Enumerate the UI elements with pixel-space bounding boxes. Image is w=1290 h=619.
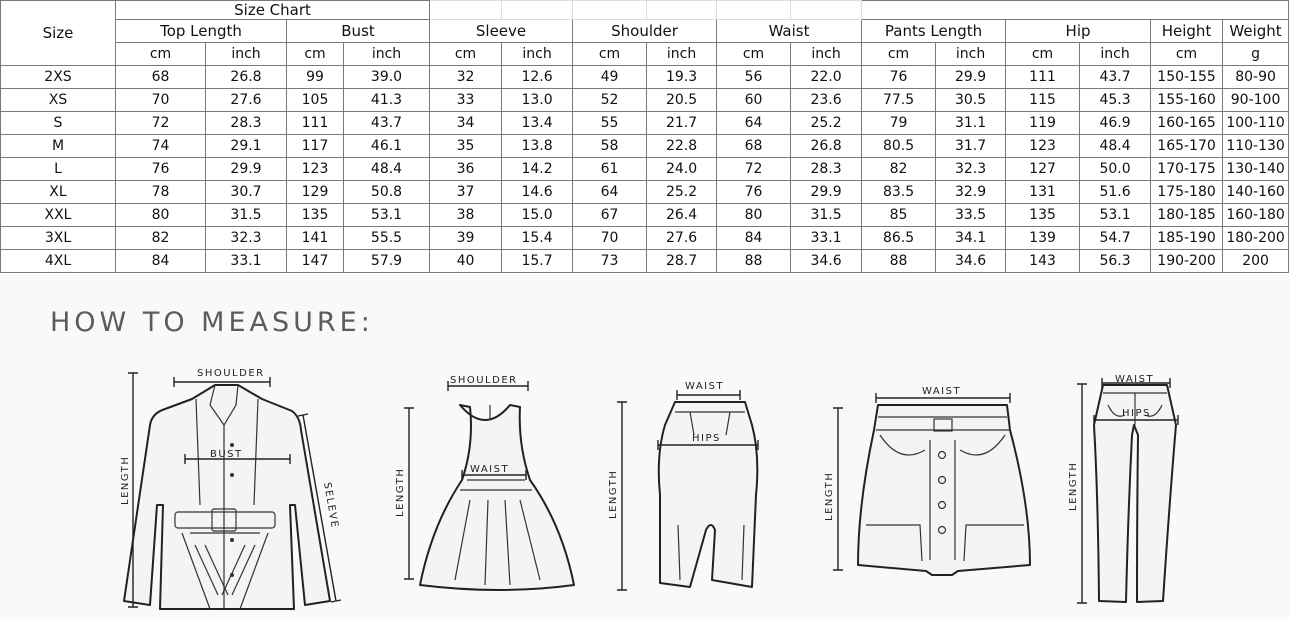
measurement-cell: 39: [430, 227, 502, 250]
measurement-cell: 200: [1223, 250, 1289, 273]
measurement-cell: 73: [573, 250, 647, 273]
size-label-cell: L: [1, 158, 116, 181]
measurement-cell: 55: [573, 112, 647, 135]
size-table: [0, 0, 1289, 273]
measurement-cell: 82: [116, 227, 206, 250]
measurement-cell: 139: [1006, 227, 1080, 250]
measurement-cell: 13.4: [502, 112, 573, 135]
measurement-cell: 123: [287, 158, 344, 181]
measurement-cell: 40: [430, 250, 502, 273]
table-row: [1, 112, 1289, 135]
measurement-cell: 28.7: [647, 250, 717, 273]
measurement-cell: 76: [717, 181, 791, 204]
measurement-cell: 29.9: [206, 158, 287, 181]
measurement-cell: 54.7: [1080, 227, 1151, 250]
column-group-header: Weight: [1223, 20, 1289, 43]
measurement-cell: 25.2: [647, 181, 717, 204]
measurement-cell: 30.5: [936, 89, 1006, 112]
measurement-cell: 15.4: [502, 227, 573, 250]
measurement-cell: 165-170: [1151, 135, 1223, 158]
measurement-cell: 143: [1006, 250, 1080, 273]
measurement-cell: 180-185: [1151, 204, 1223, 227]
column-group-header: Top Length: [116, 20, 287, 43]
measurement-cell: 100-110: [1223, 112, 1289, 135]
skirt-hips-label: HIPS: [692, 433, 721, 444]
measurement-cell: 34.6: [936, 250, 1006, 273]
measurement-cell: 33.1: [791, 227, 862, 250]
unit-header: cm: [287, 43, 344, 66]
measurement-cell: 115: [1006, 89, 1080, 112]
column-group-header: Bust: [287, 20, 430, 43]
how-to-measure-heading: HOW TO MEASURE:: [50, 307, 374, 338]
measurement-cell: 88: [717, 250, 791, 273]
measurement-cell: 52: [573, 89, 647, 112]
measurement-cell: 29.1: [206, 135, 287, 158]
measurement-cell: 29.9: [791, 181, 862, 204]
measurement-cell: 140-160: [1223, 181, 1289, 204]
measurement-cell: 22.8: [647, 135, 717, 158]
measurement-cell: 190-200: [1151, 250, 1223, 273]
measurement-cell: 119: [1006, 112, 1080, 135]
unit-header: cm: [1006, 43, 1080, 66]
empty-cell: [791, 1, 862, 20]
measurement-cell: 86.5: [862, 227, 936, 250]
measurement-cell: 28.3: [206, 112, 287, 135]
measurement-cell: 88: [862, 250, 936, 273]
measurement-cell: 20.5: [647, 89, 717, 112]
measurement-cell: 14.6: [502, 181, 573, 204]
measurement-cell: 56.3: [1080, 250, 1151, 273]
measurement-cell: 111: [1006, 66, 1080, 89]
table-row: [1, 250, 1289, 273]
size-rows: [1, 66, 1289, 273]
measurement-cell: 117: [287, 135, 344, 158]
unit-header: cm: [1151, 43, 1223, 66]
table-row: [1, 66, 1289, 89]
measurement-cell: 33: [430, 89, 502, 112]
measurement-cell: 79: [862, 112, 936, 135]
measurement-cell: 111: [287, 112, 344, 135]
measurement-cell: 57.9: [344, 250, 430, 273]
measurement-cell: 77.5: [862, 89, 936, 112]
measurement-cell: 29.9: [936, 66, 1006, 89]
measurement-cell: 180-200: [1223, 227, 1289, 250]
empty-cell: [430, 1, 502, 20]
measurement-cell: 150-155: [1151, 66, 1223, 89]
measurement-cell: 68: [116, 66, 206, 89]
title-row: [1, 1, 1289, 20]
size-chart: [0, 0, 1290, 273]
measurement-cell: 105: [287, 89, 344, 112]
measurement-cell: 43.7: [344, 112, 430, 135]
measurement-cell: 160-165: [1151, 112, 1223, 135]
unit-header: inch: [936, 43, 1006, 66]
measurement-cell: 80-90: [1223, 66, 1289, 89]
measurement-cell: 49: [573, 66, 647, 89]
measurement-cell: 53.1: [1080, 204, 1151, 227]
units-row: [1, 43, 1289, 66]
measurement-cell: 32: [430, 66, 502, 89]
measurement-cell: 15.7: [502, 250, 573, 273]
measurement-cell: 90-100: [1223, 89, 1289, 112]
size-chart-title: Size Chart: [116, 1, 430, 20]
measurement-cell: 56: [717, 66, 791, 89]
empty-cell: [573, 1, 647, 20]
measurement-cell: 80: [116, 204, 206, 227]
measurement-cell: 33.1: [206, 250, 287, 273]
measurement-cell: 26.8: [206, 66, 287, 89]
measurement-cell: 27.6: [206, 89, 287, 112]
measurement-cell: 23.6: [791, 89, 862, 112]
measurement-cell: 31.5: [791, 204, 862, 227]
measurement-cell: 24.0: [647, 158, 717, 181]
measurement-cell: 147: [287, 250, 344, 273]
measurement-cell: 61: [573, 158, 647, 181]
measurement-cell: 13.8: [502, 135, 573, 158]
measurement-cell: 41.3: [344, 89, 430, 112]
skirt-illustration: [608, 381, 758, 590]
unit-header: inch: [647, 43, 717, 66]
measurement-cell: 131: [1006, 181, 1080, 204]
measurement-cell: 110-130: [1223, 135, 1289, 158]
measurement-cell: 35: [430, 135, 502, 158]
jacket-sleeve-label: SELEVE: [321, 481, 340, 530]
measurement-cell: 123: [1006, 135, 1080, 158]
size-header: Size: [1, 1, 116, 66]
unit-header: g: [1223, 43, 1289, 66]
measurement-cell: 32.3: [206, 227, 287, 250]
unit-header: inch: [1080, 43, 1151, 66]
measurement-cell: 21.7: [647, 112, 717, 135]
jacket-illustration: [120, 368, 341, 609]
measurement-cell: 130-140: [1223, 158, 1289, 181]
unit-header: cm: [862, 43, 936, 66]
measurement-cell: 50.0: [1080, 158, 1151, 181]
measurement-cell: 46.9: [1080, 112, 1151, 135]
measurement-cell: 99: [287, 66, 344, 89]
dress-shoulder-label: SHOULDER: [450, 375, 518, 386]
unit-header: inch: [502, 43, 573, 66]
measurement-cell: 22.0: [791, 66, 862, 89]
measurement-cell: 13.0: [502, 89, 573, 112]
measurement-cell: 76: [116, 158, 206, 181]
measurement-cell: 34.1: [936, 227, 1006, 250]
measurement-cell: 58: [573, 135, 647, 158]
measurement-cell: 76: [862, 66, 936, 89]
measurement-cell: 175-180: [1151, 181, 1223, 204]
measurement-cell: 70: [573, 227, 647, 250]
size-label-cell: M: [1, 135, 116, 158]
table-row: [1, 204, 1289, 227]
column-group-header: Sleeve: [430, 20, 573, 43]
dress-length-label: LENGTH: [395, 467, 406, 517]
dress-illustration: [395, 375, 574, 590]
measurement-cell: 74: [116, 135, 206, 158]
measurement-cell: 50.8: [344, 181, 430, 204]
measurement-cell: 32.3: [936, 158, 1006, 181]
measurement-cell: 160-180: [1223, 204, 1289, 227]
measurement-cell: 48.4: [344, 158, 430, 181]
pants-waist-label: WAIST: [1115, 374, 1155, 385]
jacket-length-label: LENGTH: [120, 455, 131, 505]
shorts-waist-label: WAIST: [922, 386, 962, 397]
measurement-cell: 37: [430, 181, 502, 204]
measurement-cell: 72: [116, 112, 206, 135]
measurement-cell: 80: [717, 204, 791, 227]
measurement-cell: 170-175: [1151, 158, 1223, 181]
pants-length-label: LENGTH: [1068, 461, 1079, 511]
skirt-length-label: LENGTH: [608, 469, 619, 519]
measurement-cell: 34.6: [791, 250, 862, 273]
measurement-cell: 31.1: [936, 112, 1006, 135]
measurement-cell: 12.6: [502, 66, 573, 89]
measurement-cell: 32.9: [936, 181, 1006, 204]
table-row: [1, 227, 1289, 250]
jacket-bust-label: BUST: [210, 449, 243, 460]
unit-header: cm: [717, 43, 791, 66]
size-label-cell: XXL: [1, 204, 116, 227]
measurement-cell: 43.7: [1080, 66, 1151, 89]
measurement-cell: 64: [717, 112, 791, 135]
measurement-cell: 141: [287, 227, 344, 250]
empty-cell: [862, 1, 1289, 20]
measurement-groups-row: [1, 20, 1289, 43]
dress-waist-label: WAIST: [470, 464, 510, 475]
measurement-cell: 31.5: [206, 204, 287, 227]
measurement-cell: 185-190: [1151, 227, 1223, 250]
unit-header: cm: [430, 43, 502, 66]
column-group-header: Pants Length: [862, 20, 1006, 43]
measurement-cell: 36: [430, 158, 502, 181]
measurement-cell: 25.2: [791, 112, 862, 135]
measurement-cell: 135: [1006, 204, 1080, 227]
measurement-cell: 67: [573, 204, 647, 227]
empty-cell: [502, 1, 573, 20]
skirt-waist-label: WAIST: [685, 381, 725, 392]
table-row: [1, 158, 1289, 181]
measurement-cell: 26.4: [647, 204, 717, 227]
unit-header: cm: [573, 43, 647, 66]
measurement-cell: 38: [430, 204, 502, 227]
column-group-header: Shoulder: [573, 20, 717, 43]
size-label-cell: XL: [1, 181, 116, 204]
measurement-cell: 83.5: [862, 181, 936, 204]
jacket-shoulder-label: SHOULDER: [197, 368, 265, 379]
measurement-cell: 53.1: [344, 204, 430, 227]
column-group-header: Waist: [717, 20, 862, 43]
column-group-header: Height: [1151, 20, 1223, 43]
measurement-cell: 84: [116, 250, 206, 273]
unit-header: cm: [116, 43, 206, 66]
size-label-cell: 3XL: [1, 227, 116, 250]
measurement-cell: 68: [717, 135, 791, 158]
measurement-cell: 80.5: [862, 135, 936, 158]
measurement-cell: 84: [717, 227, 791, 250]
how-to-measure-panel: [0, 275, 1290, 619]
empty-cell: [717, 1, 791, 20]
measurement-cell: 64: [573, 181, 647, 204]
measurement-cell: 33.5: [936, 204, 1006, 227]
measurement-cell: 48.4: [1080, 135, 1151, 158]
measurement-cell: 14.2: [502, 158, 573, 181]
measurement-illustrations: [0, 275, 1290, 619]
measurement-cell: 46.1: [344, 135, 430, 158]
size-label-cell: 4XL: [1, 250, 116, 273]
measurement-cell: 127: [1006, 158, 1080, 181]
shorts-illustration: [824, 386, 1030, 575]
shorts-length-label: LENGTH: [824, 471, 835, 521]
measurement-cell: 34: [430, 112, 502, 135]
measurement-cell: 31.7: [936, 135, 1006, 158]
table-row: [1, 135, 1289, 158]
pants-illustration: [1068, 374, 1178, 603]
measurement-cell: 30.7: [206, 181, 287, 204]
measurement-cell: 60: [717, 89, 791, 112]
size-label-cell: S: [1, 112, 116, 135]
measurement-cell: 19.3: [647, 66, 717, 89]
measurement-cell: 39.0: [344, 66, 430, 89]
pants-hips-label: HIPS: [1122, 408, 1151, 419]
table-row: [1, 89, 1289, 112]
measurement-cell: 72: [717, 158, 791, 181]
unit-header: inch: [206, 43, 287, 66]
measurement-cell: 26.8: [791, 135, 862, 158]
size-label-cell: XS: [1, 89, 116, 112]
table-row: [1, 181, 1289, 204]
measurement-cell: 28.3: [791, 158, 862, 181]
measurement-cell: 27.6: [647, 227, 717, 250]
unit-header: inch: [791, 43, 862, 66]
measurement-cell: 51.6: [1080, 181, 1151, 204]
measurement-cell: 129: [287, 181, 344, 204]
unit-header: inch: [344, 43, 430, 66]
measurement-cell: 70: [116, 89, 206, 112]
measurement-cell: 135: [287, 204, 344, 227]
size-label-cell: 2XS: [1, 66, 116, 89]
empty-cell: [647, 1, 717, 20]
measurement-cell: 55.5: [344, 227, 430, 250]
measurement-cell: 85: [862, 204, 936, 227]
measurement-cell: 45.3: [1080, 89, 1151, 112]
measurement-cell: 155-160: [1151, 89, 1223, 112]
measurement-cell: 78: [116, 181, 206, 204]
measurement-cell: 82: [862, 158, 936, 181]
measurement-cell: 15.0: [502, 204, 573, 227]
column-group-header: Hip: [1006, 20, 1151, 43]
